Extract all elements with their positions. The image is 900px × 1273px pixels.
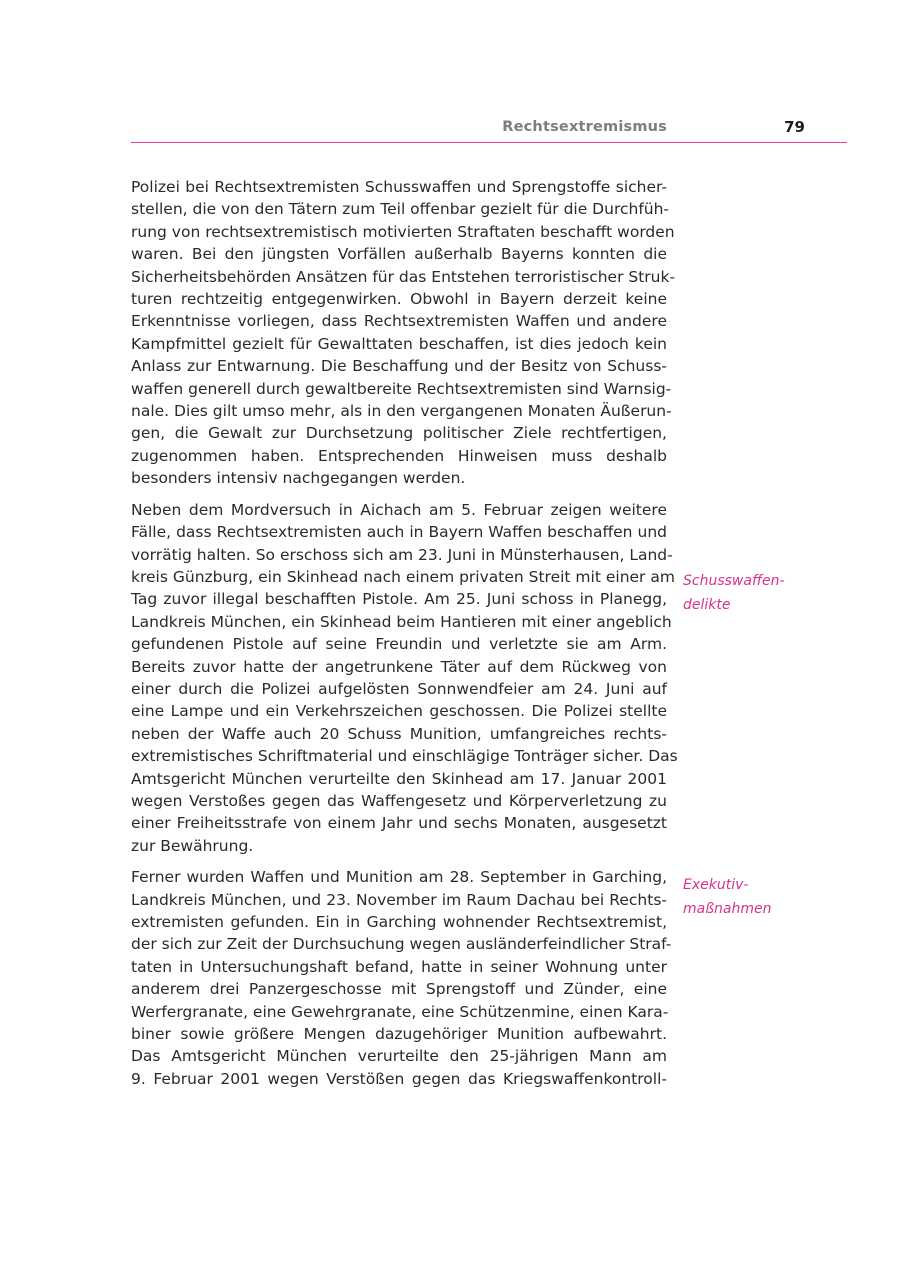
paragraph-1 bbox=[131, 176, 676, 490]
margin-note-line: Schusswaffen- bbox=[683, 573, 785, 589]
paragraph-3 bbox=[131, 866, 672, 1090]
running-header bbox=[131, 117, 847, 143]
text-line: kreis Günzburg, ein Skinhead nach einem privaten Streit mit einer am bbox=[131, 567, 675, 586]
text-line: Das Amtsgericht München verurteilte den 25-jährigen Mann am bbox=[131, 1047, 667, 1066]
body-text bbox=[131, 176, 678, 1099]
margin-note-schusswaffendelikte bbox=[683, 570, 833, 617]
running-title: Rechtsextremismus bbox=[502, 119, 667, 135]
text-line: eine Lampe und ein Verkehrszeichen geschossen. Die Polizei stellte bbox=[131, 702, 667, 721]
text-line: taten in Untersuchungshaft befand, hatte in seiner Wohnung unter bbox=[131, 957, 667, 976]
text-line: extremisten gefunden. Ein in Garching wohnender Rechtsextremist, bbox=[131, 913, 667, 931]
text-line: Landkreis München, ein Skinhead beim Hantieren mit einer angeblich bbox=[131, 612, 672, 631]
text-line: stellen, die von den Tätern zum Teil offenbar gezielt für die Durchfüh- bbox=[131, 200, 670, 219]
text-line: Werfergranate, eine Gewehrgranate, eine Schützenmine, einen Kara- bbox=[131, 1002, 669, 1021]
text-line: rung von rechtsextremistisch motivierten Straftaten beschafft worden bbox=[131, 222, 675, 241]
text-line: Kampfmittel gezielt für Gewalttaten beschaffen, ist dies jedoch kein bbox=[131, 334, 667, 353]
text-line: zur Bewährung. bbox=[131, 836, 254, 855]
text-line: der sich zur Zeit der Durchsuchung wegen ausländerfeindlicher Straf- bbox=[131, 935, 672, 954]
text-line: Sicherheitsbehörden Ansätzen für das Entstehen terroristischer Struk- bbox=[131, 267, 676, 286]
text-line: Polizei bei Rechtsextremisten Schusswaffen und Sprengstoffe sicher- bbox=[131, 178, 667, 196]
text-line: einer Freiheitsstrafe von einem Jahr und sechs Monaten, ausgesetzt bbox=[131, 814, 667, 833]
margin-note-line: delikte bbox=[683, 596, 731, 613]
text-line: 9. Februar 2001 wegen Verstößen gegen das Kriegswaffenkontroll- bbox=[131, 1069, 667, 1088]
margin-note-line: maßnahmen bbox=[683, 900, 772, 917]
text-line: Anlass zur Entwarnung. Die Beschaffung und der Besitz von Schuss- bbox=[131, 357, 667, 376]
text-line: extremistisches Schriftmaterial und einschlägige Tonträger sicher. Das bbox=[131, 747, 678, 766]
text-line: turen rechtzeitig entgegenwirken. Obwohl in Bayern derzeit keine bbox=[131, 290, 667, 309]
text-line: gen, die Gewalt zur Durchsetzung politischer Ziele rechtfertigen, bbox=[131, 424, 667, 443]
margin-note-line: Exekutiv- bbox=[683, 877, 749, 893]
text-line: Bereits zuvor hatte der angetrunkene Täter auf dem Rückweg von bbox=[131, 657, 667, 676]
paragraph-2 bbox=[131, 499, 678, 858]
text-line: biner sowie größere Mengen dazugehöriger Munition aufbewahrt. bbox=[131, 1025, 667, 1044]
text-line: einer durch die Polizei aufgelösten Sonnwendfeier am 24. Juni auf bbox=[131, 679, 667, 698]
text-line: neben der Waffe auch 20 Schuss Munition, umfangreiches rechts- bbox=[131, 724, 667, 743]
text-line: waren. Bei den jüngsten Vorfällen außerhalb Bayerns konnten die bbox=[131, 245, 667, 264]
page-number: 79 bbox=[784, 118, 805, 136]
text-line: wegen Verstoßes gegen das Waffengesetz und Körperverletzung zu bbox=[131, 791, 667, 810]
text-line: nale. Dies gilt umso mehr, als in den vergangenen Monaten Äußerun- bbox=[131, 402, 672, 421]
text-line: vorrätig halten. So erschoss sich am 23. Juni in Münsterhausen, Land- bbox=[131, 545, 673, 564]
text-line: gefundenen Pistole auf seine Freundin und verletzte sie am Arm. bbox=[131, 635, 667, 654]
header-rule bbox=[131, 142, 847, 143]
text-line: Fälle, dass Rechtsextremisten auch in Bayern Waffen beschaffen und bbox=[131, 523, 667, 542]
text-line: besonders intensiv nachgegangen werden. bbox=[131, 469, 466, 488]
margin-note-exekutivmassnahmen bbox=[683, 874, 833, 921]
text-line: Neben dem Mordversuch in Aichach am 5. Februar zeigen weitere bbox=[131, 500, 667, 519]
text-line: zugenommen haben. Entsprechenden Hinweisen muss deshalb bbox=[131, 446, 667, 465]
text-line: Ferner wurden Waffen und Munition am 28. September in Garching, bbox=[131, 868, 667, 887]
text-line: Erkenntnisse vorliegen, dass Rechtsextremisten Waffen und andere bbox=[131, 312, 667, 331]
text-line: Amtsgericht München verurteilte den Skinhead am 17. Januar 2001 bbox=[131, 769, 667, 788]
text-line: anderem drei Panzergeschosse mit Sprengstoff und Zünder, eine bbox=[131, 980, 667, 999]
text-line: Landkreis München, und 23. November im Raum Dachau bei Rechts- bbox=[131, 890, 667, 909]
text-line: Tag zuvor illegal beschafften Pistole. Am 25. Juni schoss in Planegg, bbox=[131, 590, 667, 609]
text-line: waffen generell durch gewaltbereite Rechtsextremisten sind Warnsig- bbox=[131, 379, 672, 398]
